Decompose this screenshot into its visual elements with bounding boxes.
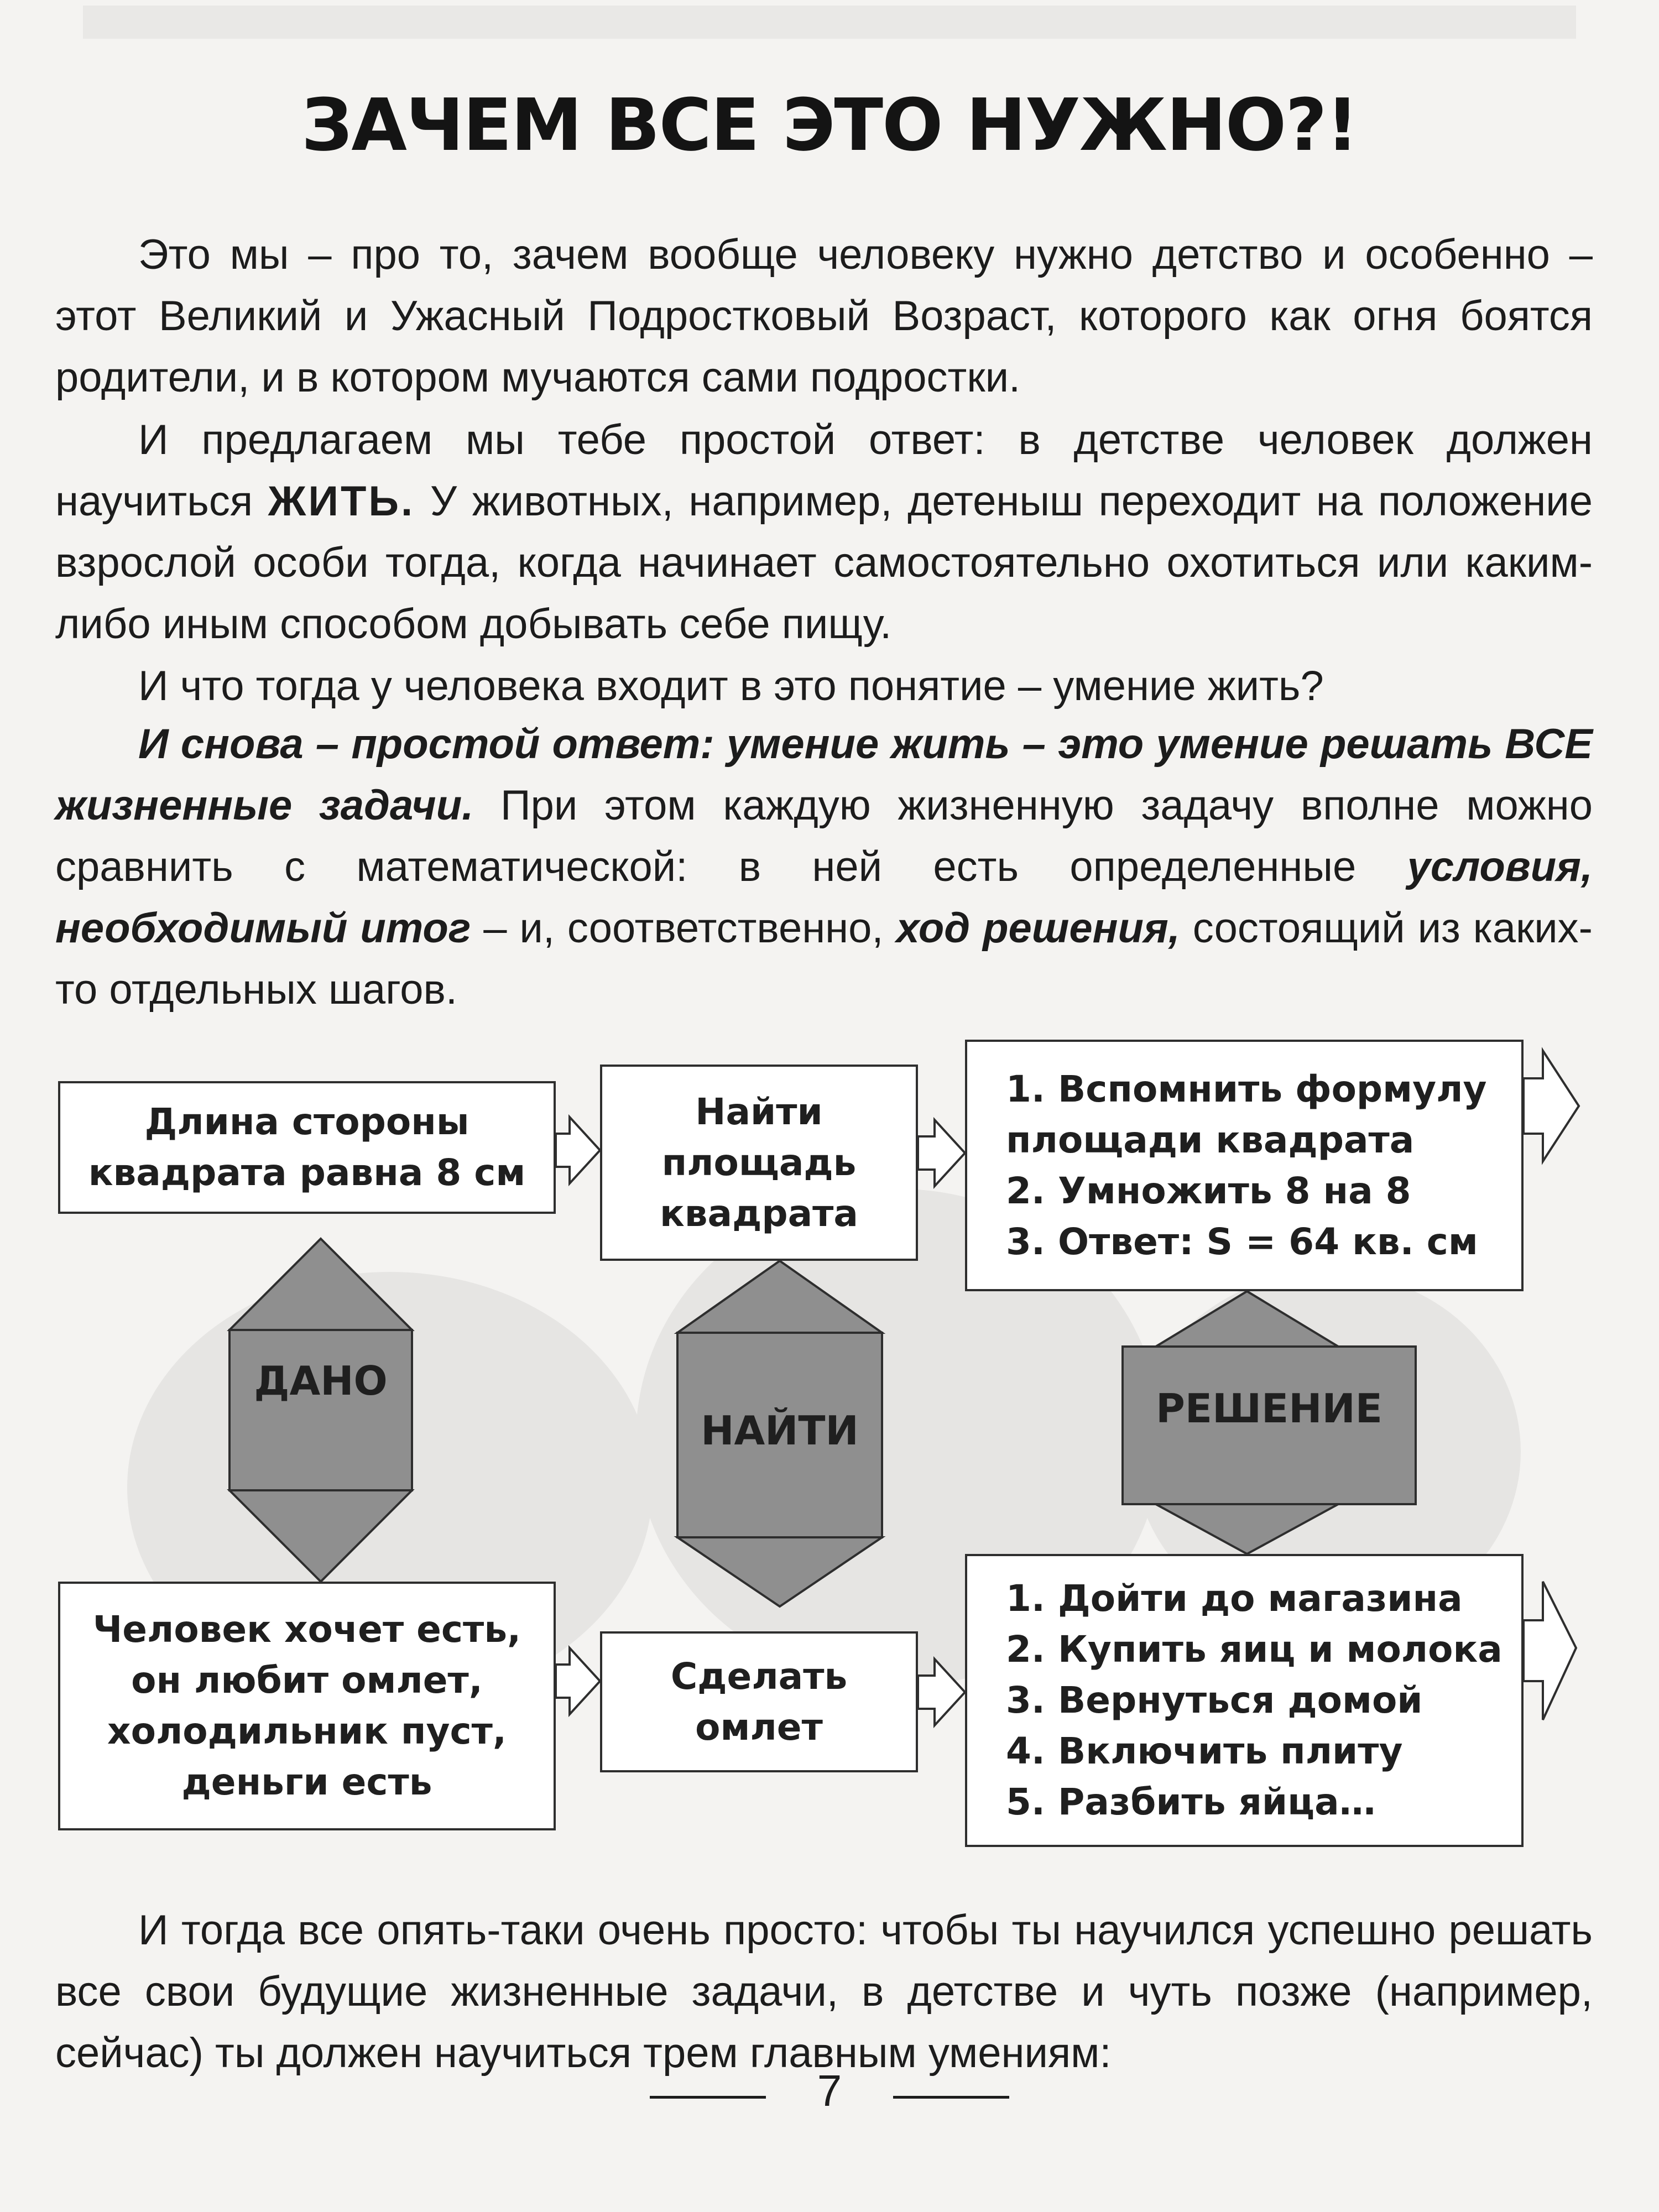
math-given-line: Длина стороны — [144, 1100, 469, 1143]
math-find-line: Найти — [695, 1090, 823, 1133]
math-solution-step: 1. Вспомнить формулу — [1006, 1067, 1487, 1110]
emphasis-conditions: условия, необходимый итог — [55, 843, 1593, 952]
math-find-box — [600, 1065, 918, 1261]
life-solution-step: 5. Разбить яйца… — [1006, 1781, 1376, 1823]
arrow-solution-out-bottom — [1524, 1582, 1576, 1720]
keyword-live: ЖИТЬ. — [268, 478, 415, 525]
label-find: НАЙТИ — [701, 1407, 859, 1454]
given-arrow-plate — [229, 1330, 412, 1490]
page-number: 7 — [817, 2066, 842, 2115]
arrow-find-to-solution-top — [918, 1120, 965, 1186]
emphasis-solution-path: ход решения, — [896, 905, 1180, 952]
page-title: ЗАЧЕМ ВСЕ ЭТО НУЖНО?! — [301, 83, 1358, 167]
life-solution-step: 3. Вернуться домой — [1006, 1679, 1423, 1721]
paragraph-5-text: И тогда все опять-таки очень просто: чтобы ты научился успешно решать все свои будущие жизненные задачи, в детстве и чуть позже (например, сейчас) ты должен научиться трем главным умениям: — [55, 1907, 1593, 2077]
life-find-box — [600, 1631, 918, 1772]
arrow-find-to-solution-bottom — [918, 1659, 965, 1725]
paragraph-1-text: Это мы – про то, зачем вообще человеку нужно детство и особенно – этот Великий и Ужасный Подростковый Возраст, которого как огня боятся родители, и в котором мучаются сами подростки. — [55, 231, 1593, 401]
page-number-rule-right — [893, 2096, 1009, 2099]
math-find-line: площадь — [661, 1141, 857, 1184]
life-find-line: Сделать — [670, 1655, 848, 1698]
paragraph-2-text-a: И предлагаем мы тебе простой ответ: в детстве человек должен научиться — [55, 416, 1593, 525]
paragraph-4-text-b: – и, соответственно, — [471, 905, 896, 952]
arrow-given-to-find-bottom — [556, 1648, 600, 1714]
paragraph-4-text-c: состоящий из каких-то отдельных шагов. — [55, 905, 1593, 1013]
paragraph-3-text: И что тогда у человека входит в это понятие – умение жить? — [138, 662, 1324, 709]
paragraph-2-text-b: У животных, например, детеныш переходит на положение взрослой особи тогда, когда начинает самостоятельно охотиться или каким-либо иным способом добывать себе пищу. — [55, 478, 1593, 648]
life-solution-step: 4. Включить плиту — [1006, 1730, 1403, 1772]
math-given-box — [58, 1081, 556, 1214]
math-given-line: квадрата равна 8 см — [88, 1151, 526, 1194]
math-find-line: квадрата — [660, 1192, 858, 1235]
life-find-line: омлет — [695, 1705, 823, 1749]
arrow-solution-out-top — [1524, 1051, 1579, 1161]
life-solution-step: 1. Дойти до магазина — [1006, 1577, 1463, 1620]
arrow-given-to-find-top — [556, 1117, 600, 1183]
life-given-box — [58, 1582, 556, 1830]
math-solution-step: 2. Умножить 8 на 8 — [1006, 1169, 1411, 1212]
life-solution-step: 2. Купить яиц и молока — [1006, 1628, 1503, 1671]
life-given-line: холодильник пуст, — [107, 1710, 507, 1752]
life-given-line: он любит омлет, — [131, 1659, 483, 1702]
math-solution-step: площади квадрата — [1006, 1118, 1415, 1161]
life-given-line: деньги есть — [181, 1761, 432, 1803]
math-solution-box — [965, 1040, 1524, 1291]
math-solution-step: 3. Ответ: S = 64 кв. см — [1006, 1220, 1478, 1263]
life-solution-box — [965, 1554, 1524, 1847]
label-solution: РЕШЕНИЕ — [1156, 1385, 1383, 1432]
paragraph-5 — [55, 1900, 1593, 2084]
paragraph-4-text-a: При этом каждую жизненную задачу вполне можно сравнить с математической: в ней есть определенные — [55, 782, 1593, 890]
label-given: ДАНО — [254, 1358, 388, 1404]
emphasis-answer: И снова – простой ответ: умение жить – это умение решать ВСЕ жизненные задачи. — [55, 721, 1593, 829]
life-given-line: Человек хочет есть, — [92, 1608, 521, 1651]
